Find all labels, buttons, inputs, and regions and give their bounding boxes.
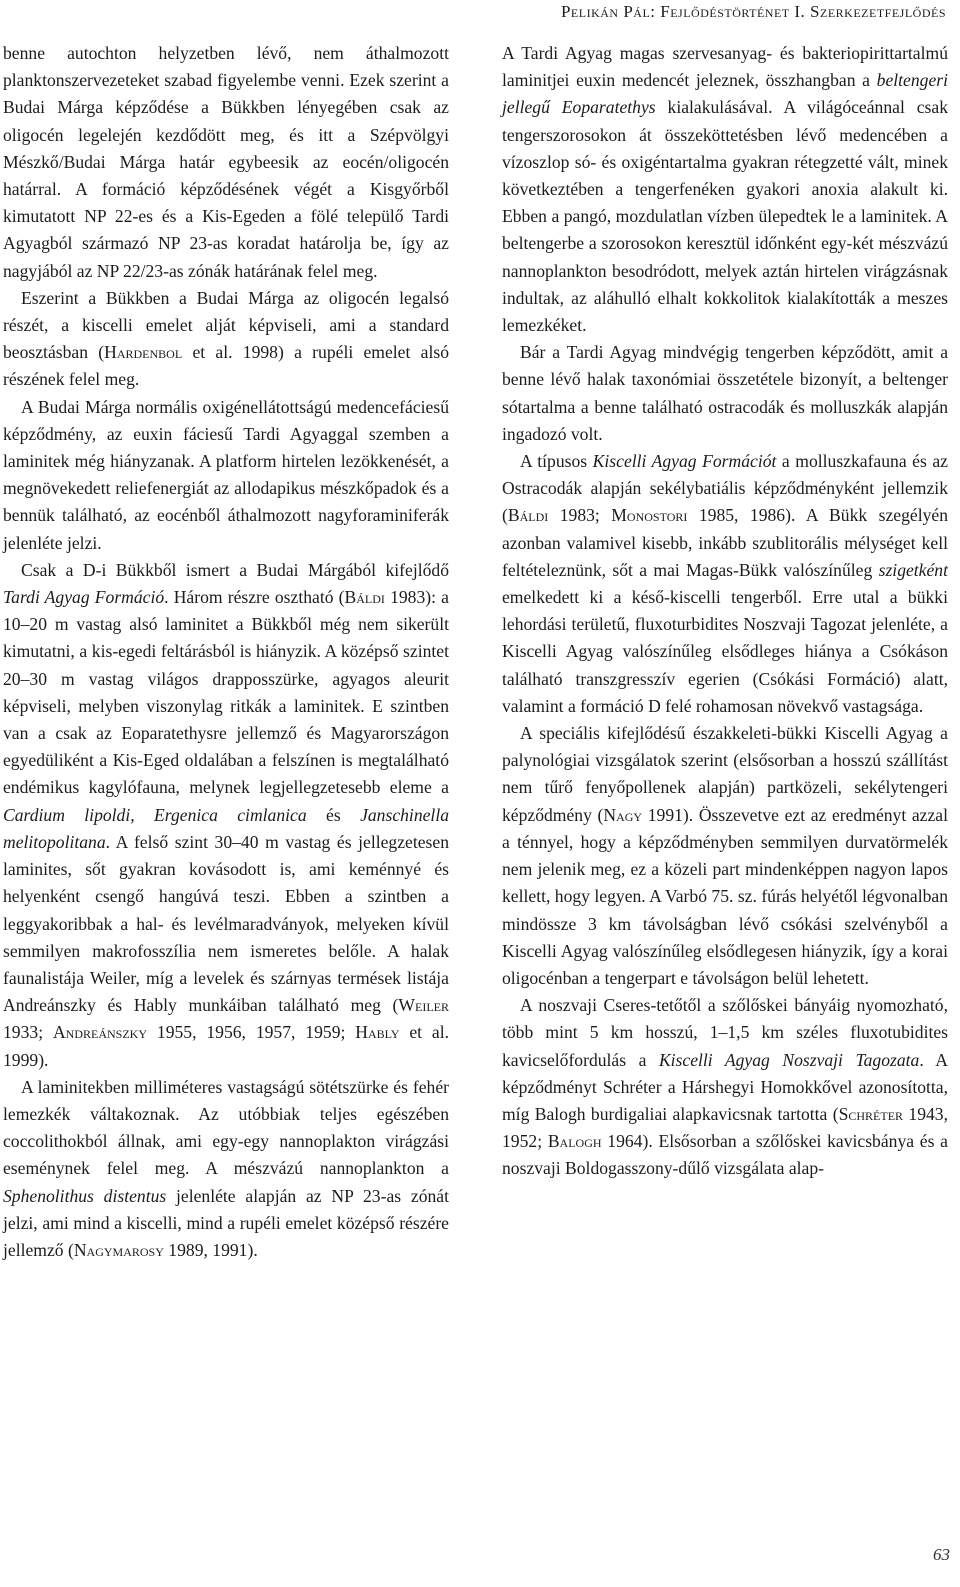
text-run: A speciális kifejlődésű északkeleti-bükki Kiscelli Agyag a palynológiai vizsgálatok szerint (elsősorban a hosszú szállítást nem tűrő fenyőpollenek alapján) partközeli, sekélytengeri képződmény (: [502, 723, 948, 825]
text-run: és: [306, 804, 361, 825]
paragraph: Bár a Tardi Agyag mindvégig tengerben képződött, amit a benne lévő halak taxonómiai összetétele bizonyít, a beltenger sótartalma a benne található ostracodák és molluszkák alapján ingadozó volt.: [502, 342, 948, 444]
paragraph: [502, 40, 948, 339]
paragraph: [3, 40, 449, 285]
emphasis: beltengeri jellegű Eoparatethys: [502, 70, 948, 118]
right-column: [502, 40, 948, 1183]
author-citation: Nagy: [603, 804, 643, 825]
author-citation: Schréter: [838, 1103, 904, 1124]
text-run: A Tardi Agyag magas szervesanyag- és bakteriopirittartalmú laminitjei euxin medencét jeleznek, összhangban a: [502, 43, 948, 91]
paragraph: A Budai Márga normális oxigénellátottságú medencefáciesű képződmény, az euxin fáciesű Tardi Agyaggal szemben a laminitek még hiányzanak. A platform hirtelen lezökkenését, a megnövekedett reliefenergiát az allodapikus mészkőpadok és a bennük található, az eocénből áthalmozott nagyforaminiferák jelenléte jelzi.: [3, 396, 449, 553]
author-citation: Hably: [355, 1022, 400, 1043]
author-citation: Nagymarosy: [73, 1239, 164, 1260]
text-run: et al. 1999).: [3, 1022, 449, 1070]
text-run: A noszvaji Cseres-tetőtől a szőlőskei bányáig nyomozható, több mint 5 km hosszú, 1–1,5 km széles fluxotubidites kavicselőfordulás a: [502, 995, 948, 1070]
author-citation: Balogh: [547, 1131, 602, 1152]
text-run: emelkedett ki a késő-kiscelli tengerből. Erre utal a bükki lehordási területű, fluxoturbidites Noszvaji Tagozat jelenléte, a Kiscelli Agyag valószínűleg elsődleges hiánya a Csókáson található transzgresszív egerien (Csókási Formáció) alatt, valamint a formáció D felé rohamosan növekvő vastagsága.: [502, 587, 948, 716]
page-number: 63: [933, 1545, 950, 1564]
taxon-name: Janschinella melitopolitana: [3, 804, 450, 852]
text-run: 1983;: [548, 505, 612, 526]
author-citation: Monostori: [611, 505, 688, 526]
text-run: a molluszkafauna és az Ostracodák alapján sekélybatiális képződményként jellemzik (: [502, 451, 948, 526]
text-run: . A képződményt Schréter a Hárshegyi Homokkővel azonosította, míg Balogh burdigaliai alapkavicsnak tartotta (: [502, 1049, 949, 1124]
text-run: 1964). Elsősorban a szőlőskei kavicsbánya és a noszvaji Boldogasszony-dűlő vizsgálata alap-: [502, 1131, 948, 1179]
text-run: . Három részre osztható (: [164, 587, 345, 608]
text-run: benne autochton helyzetben lévő, nem áthalmozott planktonszervezeteket szabad figyelembe venni. Ezek szerint a Budai Márga képződése a Bükkben lényegében csak az oligocén legelején kezdődött meg, és itt a Szépvölgyi Mészkő/Budai Márga határ egybeesik az eocén/oligocén határral. A formáció képződésének végét a Kisgyőrből kimutatott NP 22-es és a Kis-Egeden a fölé települő Tardi Agyagból származó NP 23-as koradat határolja be, így az nagyjából az NP 22/23-as zónák határának felel meg.: [3, 43, 449, 281]
text-run: Eszerint a Bükkben a Budai Márga az oligocén legalsó részét, a kiscelli emelet alját képviseli, ami a standard beosztásban (: [3, 287, 449, 363]
text-run: et al. 1998) a rupéli emelet alsó részének felel meg.: [3, 342, 449, 390]
text-run: A típusos: [520, 451, 593, 472]
running-header: Pelikán Pál: Fejlődéstörténet I. Szerkezetfejlődés: [560, 2, 946, 21]
text-run: A laminitekben milliméteres vastagságú sötétszürke és fehér lemezkék váltakoznak. Az utóbbiak teljes egészében coccolithokból állnak, ami egy-egy nannoplakton virágzási eseménynek felel meg. A mészvázú nannoplankton a: [3, 1076, 449, 1179]
text-run: Csak a D-i Bükkből ismert a Budai Márgából kifejlődő: [21, 559, 449, 580]
paragraph: [502, 992, 948, 1182]
text-run: 1943, 1952;: [502, 1103, 948, 1152]
author-citation: Andreánszky: [52, 1022, 148, 1043]
paragraph: [502, 448, 948, 720]
formation-name: Tardi Agyag Formáció: [3, 587, 165, 608]
paragraph: [3, 285, 449, 394]
taxon-name: Cardium lipoldi, Ergenica cimlanica: [3, 804, 307, 825]
paragraph: [3, 557, 449, 1074]
text-run: 1985, 1986). A Bükk szegélyén azonban valamivel kisebb, inkább szublitorális mélységet kell feltételeznünk, sőt a mai Magas-Bükk valószínűleg: [502, 505, 948, 580]
text-run: 1983): a 10–20 m vastag alsó laminitet a Bükkből még nem sikerült kimutatni, a kis-egedi feltárásból is hiányzik. A középső szintet 20–30 m vastag világos drapposszürke, agyagos aleurit képviseli, melyben viszonylag ritkák a laminitek. E szintben van a csak az Eoparatethysre jellemző és Magyarországon egyedüliként a Kis-Eged oldalában a felszínen is megtalálható endémikus kagylófauna, melynek legjellegzetesebb eleme a: [3, 587, 449, 798]
author-citation: Hardenbol: [104, 342, 183, 363]
text-run: 1955, 1956, 1957, 1959;: [147, 1022, 356, 1043]
text-run: jelenléte alapján az NP 23-as zónát jelzi, ami mind a kiscelli, mind a rupéli emelet középső részére jellemző (: [3, 1185, 450, 1260]
author-citation: Báldi: [507, 505, 549, 526]
text-run: . A felső szint 30–40 m vastag és jellegzetesen laminites, sőt gyakran kovásodott is, ami keménnyé és helyenként csengő hangúvá teszi. Ebben a szintben a leggyakoribbak a hal- és levélmaradványok, melyeken kívül semmilyen makrofosszília nem ismeretes belőle. A halak faunalistája Weiler, míg a levelek és szárnyas termések listája Andreánszky és Hably munkáiban található meg (: [3, 831, 449, 1016]
paragraph: [3, 1074, 449, 1264]
taxon-name: Sphenolithus distentus: [3, 1185, 167, 1206]
left-column: [3, 40, 449, 1264]
text-run: 1989, 1991).: [163, 1239, 258, 1260]
text-run: 1933;: [3, 1022, 53, 1043]
text-run: kialakulásával. A világóceánnal csak tengerszorosokon át összeköttetésben lévő medencében a vízoszlop só- és oxigéntartalma gyakran rétegzetté vált, minek következtében a tengerfenéken gyakori anoxia alakult ki. Ebben a pangó, mozdulatlan vízben ülepedtek le a laminitek. A beltengerbe a szorosokon keresztül időnként egy-két mészvázú nannoplankton besodródott, melyek aztán hirtelen virágzásnak indultak, az aláhulló elhalt kokkolitok kialakították a meszes lemezkéket.: [502, 97, 949, 336]
author-citation: Weiler: [398, 995, 449, 1016]
formation-name: Kiscelli Agyag Formációt: [592, 451, 777, 472]
formation-name: Kiscelli Agyag Noszvaji Tagozata: [658, 1049, 920, 1070]
text-run: 1991). Összevetve ezt az eredményt azzal a ténnyel, hogy a képződményben semmilyen durvatörmelék nem jelenik meg, ez a közeli part mindenképpen nagyon lapos kellett, hogy legyen. A Varbó 75. sz. fúrás helyétől légvonalban mindössze 3 km távolságban lévő csókási szelvényből a Kiscelli Agyag valószínűleg elsődlegesen hiányzik, így a korai oligocénban a tengerpart e távolságon belül lehetett.: [502, 804, 948, 988]
emphasis: szigetként: [878, 559, 948, 580]
paragraph: [502, 720, 948, 992]
author-citation: Báldi: [344, 587, 385, 608]
